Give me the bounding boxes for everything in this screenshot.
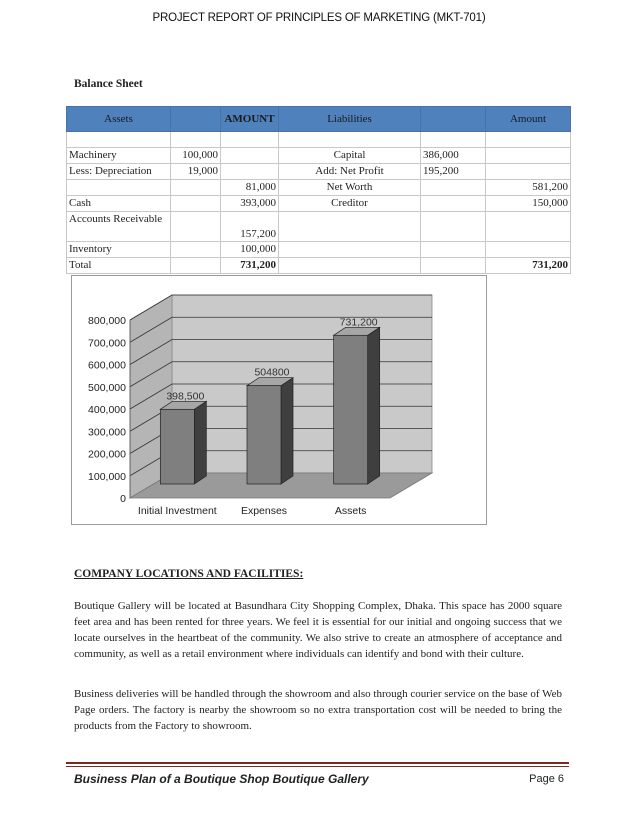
chart-x-tick-label: Expenses xyxy=(240,505,288,517)
table-cell xyxy=(279,212,421,242)
table-cell: 81,000 xyxy=(221,180,279,196)
table-header-row xyxy=(67,107,571,132)
table-cell xyxy=(421,180,486,196)
table-cell xyxy=(221,164,279,180)
table-cell xyxy=(279,258,421,274)
table-cell: 731,200 xyxy=(221,258,279,274)
table-cell: Net Worth xyxy=(279,180,421,196)
col-header-liabilities: Liabilities xyxy=(279,107,421,132)
chart-y-tick-label: 800,000 xyxy=(88,315,126,327)
chart-y-tick-label: 700,000 xyxy=(88,337,126,350)
table-cell xyxy=(486,164,571,180)
table-cell xyxy=(421,212,486,242)
chart-y-tick-label: 400,000 xyxy=(88,404,126,416)
table-cell: 100,000 xyxy=(171,148,221,164)
chart-y-tick-label: 600,000 xyxy=(88,359,126,372)
table-cell xyxy=(171,180,221,196)
bar-chart-svg xyxy=(72,276,486,524)
table-row xyxy=(67,164,571,180)
chart-y-tick-label: 300,000 xyxy=(88,426,126,439)
table-row xyxy=(67,148,571,164)
table-cell: 581,200 xyxy=(486,180,571,196)
table-cell xyxy=(421,242,486,258)
table-cell xyxy=(171,242,221,258)
table-cell: 393,000 xyxy=(221,196,279,212)
table-cell xyxy=(67,132,171,148)
table-cell xyxy=(486,212,571,242)
table-cell: 157,200 xyxy=(221,212,279,242)
table-cell xyxy=(279,242,421,258)
chart-y-tick-label: 0 xyxy=(120,493,126,505)
table-cell xyxy=(486,148,571,164)
table-row xyxy=(67,180,571,196)
col-header-amount-liab: Amount xyxy=(486,107,571,132)
chart-x-tick-label: Initial Investment xyxy=(137,505,217,517)
chart-bar xyxy=(160,409,194,484)
table-cell xyxy=(171,258,221,274)
paragraph: Business deliveries will be handled through the showroom and also through courier service on the base of Web Page orders. The factory is nearby the showroom so no extra transportation cost will be needed to bring the products from the Factory to showroom. xyxy=(74,688,562,732)
table-cell: Capital xyxy=(279,148,421,164)
table-cell xyxy=(486,242,571,258)
footer-divider xyxy=(66,762,569,764)
bar-chart xyxy=(71,275,487,525)
table-cell xyxy=(171,132,221,148)
table-cell xyxy=(221,132,279,148)
table-row xyxy=(67,196,571,212)
col-header-blank xyxy=(421,107,486,132)
col-header-assets: Assets xyxy=(67,107,171,132)
footer-divider xyxy=(66,766,569,767)
chart-bar-side xyxy=(368,327,380,484)
col-header-amount: AMOUNT xyxy=(221,107,279,132)
table-row xyxy=(67,212,571,242)
table-cell xyxy=(221,148,279,164)
table-cell: 195,200 xyxy=(421,164,486,180)
chart-bar xyxy=(334,335,368,484)
paragraph: Boutique Gallery will be located at Basundhara City Shopping Complex, Dhaka. This space has 2000 square feet area and has been rented for three years. We feel it is essential for our initial and ongoing success that we locate ourselves in the heartbeat of the community. We also strive to create an atmosphere of acceptance and community, as well as a retail environment where individuals can identify and bond with their culture. xyxy=(74,600,562,660)
table-cell xyxy=(421,258,486,274)
chart-data-label: 504800 xyxy=(254,366,290,379)
table-row xyxy=(67,242,571,258)
table-cell: 386,000 xyxy=(421,148,486,164)
table-cell xyxy=(171,212,221,242)
table-cell xyxy=(171,196,221,212)
table-cell: Creditor xyxy=(279,196,421,212)
table-cell: 100,000 xyxy=(221,242,279,258)
balance-sheet-table xyxy=(66,106,571,274)
table-cell: Machinery xyxy=(67,148,171,164)
footer-title: Business Plan of a Boutique Shop Boutique Gallery xyxy=(74,772,369,786)
table-cell: 19,000 xyxy=(171,164,221,180)
chart-y-tick-label: 500,000 xyxy=(88,381,126,394)
table-cell xyxy=(279,132,421,148)
table-row-total xyxy=(67,258,571,274)
chart-y-tick-label: 200,000 xyxy=(88,448,126,461)
table-cell: Inventory xyxy=(67,242,171,258)
chart-bar-side xyxy=(194,401,206,484)
section-title: COMPANY LOCATIONS AND FACILITIES: xyxy=(74,568,304,580)
table-cell xyxy=(421,132,486,148)
table-cell xyxy=(486,132,571,148)
table-cell: 150,000 xyxy=(486,196,571,212)
col-header-blank xyxy=(171,107,221,132)
table-cell: Total xyxy=(67,258,171,274)
table-cell: Cash xyxy=(67,196,171,212)
chart-x-tick-label: Assets xyxy=(334,505,367,517)
table-cell: Less: Depreciation xyxy=(67,164,171,180)
balance-sheet-title: Balance Sheet xyxy=(74,78,143,90)
chart-data-label: 398,500 xyxy=(166,390,205,403)
chart-data-label: 731,200 xyxy=(339,316,378,329)
chart-bar xyxy=(247,386,281,484)
chart-y-tick-label: 100,000 xyxy=(88,470,126,483)
page-header: PROJECT REPORT OF PRINCIPLES OF MARKETING (MKT-701) xyxy=(152,12,486,24)
table-cell: Accounts Receivable xyxy=(67,212,171,242)
table-cell: Add: Net Profit xyxy=(279,164,421,180)
table-cell xyxy=(67,180,171,196)
page-number: Page 6 xyxy=(529,773,564,785)
table-cell xyxy=(421,196,486,212)
table-cell: 731,200 xyxy=(486,258,571,274)
chart-bar-side xyxy=(281,378,293,484)
table-row xyxy=(67,132,571,148)
